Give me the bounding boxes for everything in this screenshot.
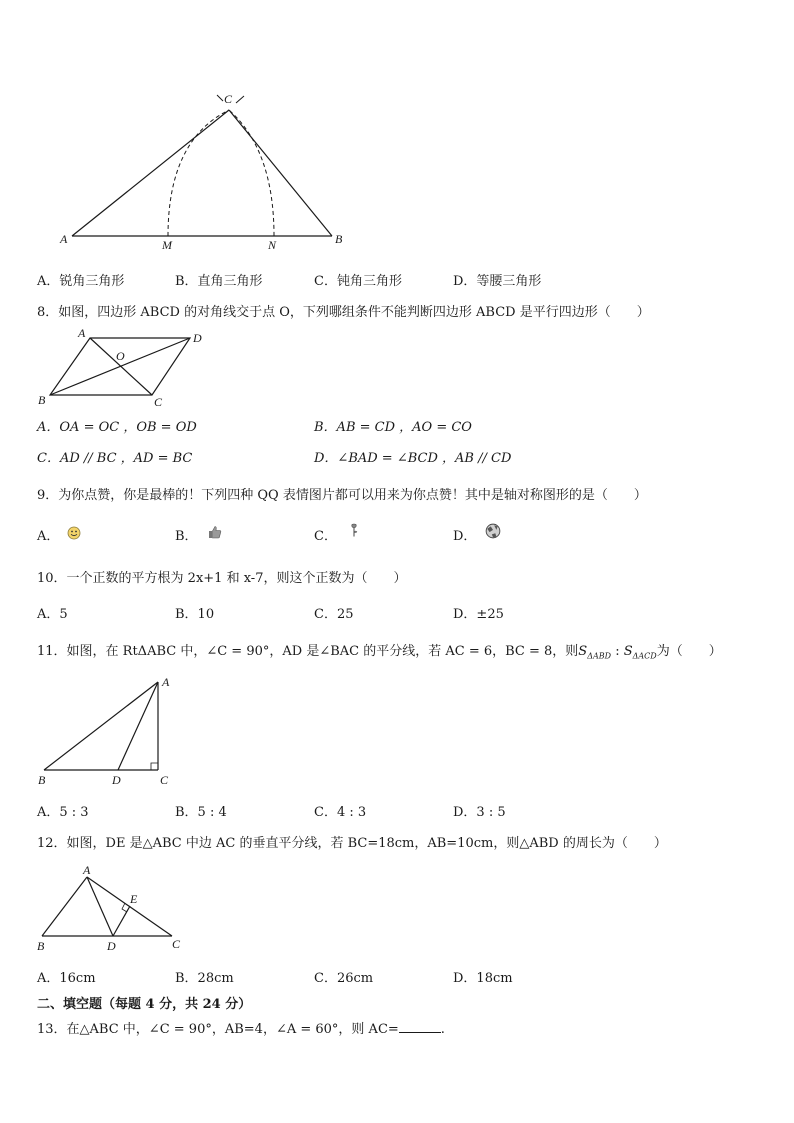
q12-option-b: B．28cm	[175, 971, 234, 986]
q7-option-b: B．直角三角形	[175, 274, 263, 289]
q11-option-a: A．5 : 3	[37, 805, 89, 820]
q11-area-sub-2: ΔACD	[632, 651, 657, 661]
q11-label-a: A	[162, 675, 170, 689]
q9-option-b-label: B．	[175, 529, 198, 544]
q9-option-a-label: A．	[37, 529, 60, 544]
q8-stem: 8．如图，四边形 ABCD 的对角线交于点 O，下列哪组条件不能判断四边形 ABCD 是平行四边形（ ）	[37, 305, 650, 320]
q10-stem: 10．一个正数的平方根为 2x+1 和 x-7，则这个正数为（ ）	[37, 571, 407, 586]
q13-stem	[37, 1018, 445, 1037]
q12-label-e: E	[130, 892, 138, 906]
q11-colon: :	[611, 644, 624, 659]
q11-label-d: D	[112, 773, 121, 787]
q8-label-c: C	[154, 395, 163, 409]
q7-label-b: B	[335, 232, 343, 246]
q12-label-d: D	[107, 939, 116, 953]
q11-label-b: B	[38, 773, 46, 787]
q10-option-a: A．5	[37, 607, 68, 622]
q12-label-a: A	[83, 863, 91, 877]
q11-option-d: D．3 : 5	[453, 805, 506, 820]
q7-option-d: D．等腰三角形	[453, 274, 542, 289]
q10-option-c: C．25	[314, 607, 354, 622]
q12-segment-de	[113, 906, 130, 936]
q11-stem-end: 为（ ）	[656, 644, 722, 659]
q12-side-ab	[42, 877, 87, 936]
q12-stem: 12．如图，DE 是△ABC 中边 AC 的垂直平分线，若 BC=18cm，AB=10cm，则△ABD 的周长为（ ）	[37, 836, 667, 851]
q11-option-c: C．4 : 3	[314, 805, 367, 820]
q11-stem-text: 11．如图，在 RtΔABC 中，∠C = 90°，AD 是∠BAC 的平分线，若 AC = 6，BC = 8，则	[37, 644, 579, 659]
q11-area-symbol-1: S	[578, 644, 588, 659]
q8-option-b: B．AB = CD ，AO = CO	[314, 420, 472, 435]
q7-option-c: C．钝角三角形	[314, 274, 402, 289]
section-heading: 二、填空题（每题 4 分，共 24 分）	[37, 997, 252, 1012]
q11-area-sub-1: ΔABD	[587, 651, 612, 661]
q12-label-c: C	[172, 937, 181, 951]
q8-label-d: D	[193, 331, 202, 345]
q8-label-a: A	[78, 326, 86, 340]
q13-stem-end: .	[440, 1022, 445, 1037]
q7-label-n: N	[268, 238, 277, 252]
q8-option-c: C．AD // BC ，AD = BC	[37, 451, 193, 466]
q13-stem-text: 13．在△ABC 中，∠C = 90°，AB=4，∠A = 60°，则 AC=	[37, 1022, 399, 1037]
q11-area-symbol-2: S	[623, 644, 633, 659]
q7-label-c: C	[224, 92, 233, 106]
q9-stem: 9．为你点赞，你是最棒的！下列四种 QQ 表情图片都可以用来为你点赞！其中是轴对称图形的是（ ）	[37, 488, 647, 503]
q7-label-a: A	[60, 232, 68, 246]
q9-option-d-label: D．	[453, 529, 477, 544]
q8-label-o: O	[116, 349, 125, 363]
q10-option-b: B．10	[175, 607, 215, 622]
q8-label-b: B	[38, 393, 46, 407]
q12-option-a: A．16cm	[37, 971, 96, 986]
q10-option-d: D．±25	[453, 607, 504, 622]
q8-option-d: D．∠BAD = ∠BCD ，AB // CD	[314, 451, 512, 466]
q13-answer-blank[interactable]	[399, 1022, 441, 1033]
q7-option-a: A．锐角三角形	[37, 274, 125, 289]
q12-option-c: C．26cm	[314, 971, 374, 986]
q12-option-d: D．18cm	[453, 971, 513, 986]
q9-option-c-label: C．	[314, 529, 337, 544]
q11-label-c: C	[160, 773, 169, 787]
q8-option-a: A．OA = OC ，OB = OD	[37, 420, 197, 435]
q11-option-b: B．5 : 4	[175, 805, 227, 820]
q7-label-m: M	[162, 238, 172, 252]
q12-label-b: B	[37, 939, 45, 953]
